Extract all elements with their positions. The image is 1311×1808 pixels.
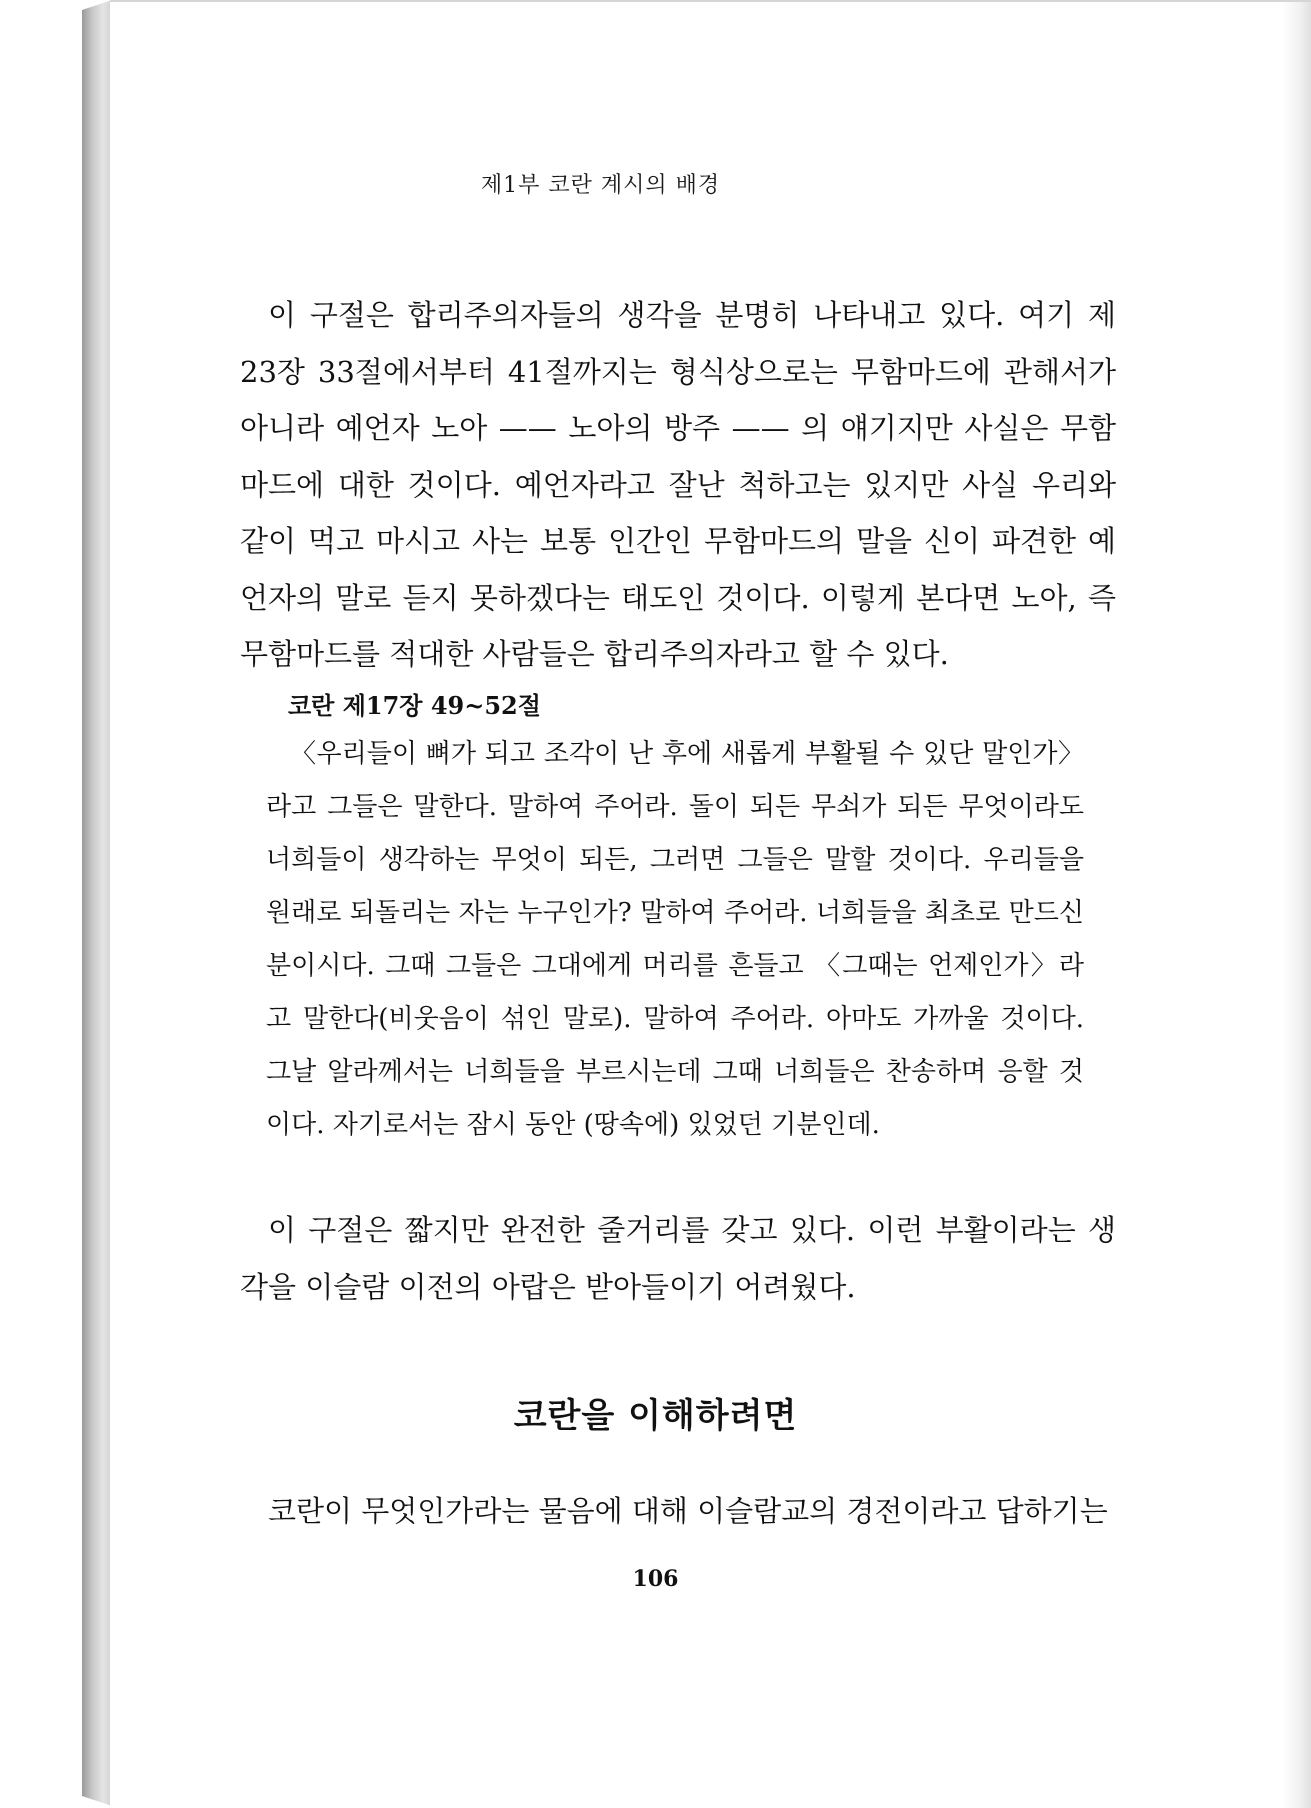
section-heading: 코란을 이해하려면 — [513, 1396, 798, 1436]
book-page-edge — [82, 0, 112, 1806]
quote-text: 〈우리들이 뼈가 되고 조각이 난 후에 새롭게 부활될 수 있단 말인가〉 라고 그들은 말한다. 말하여 주어라. 돌이 되든 무쇠가 되든 무엇이라도 너희들이 생각하는 무엇이 되든, 그러면 그들은 말할 것이다. 우리들을 원래로 되돌리는 자는 누구인가? 말하여 주어라. 너희들을 최초로 만드신 분이시다. 그때 그들은 그대에게 머리를 흔들고 〈그때는 언제인가〉라고 말한다(비웃음이 섞인 말로). 말하여 주어라. 아마도 가까울 것이다. 그날 알라께서는 너희들을 부르시는데 그때 너희들은 찬송하며 응할 것이다. 자기로서는 잠시 동안 (땅속에) 있었던 기분인데. — [266, 739, 1084, 1140]
body-paragraph-3: 코란이 무엇인가라는 물음에 대해 이슬람교의 경전이라고 답하기는 — [268, 1494, 1108, 1528]
page-shadow — [1281, 2, 1311, 1808]
running-head: 제1부 코란 계시의 배경 — [480, 173, 721, 198]
quote-reference: 코란 제17장 49~52절 — [288, 691, 541, 720]
body-paragraph-2: 이 구절은 짧지만 완전한 줄거리를 갖고 있다. 이런 부활이라는 생각을 이슬람 이전의 아랍은 받아들이기 어려웠다. — [240, 1213, 1116, 1304]
page-number: 106 — [632, 1566, 679, 1592]
body-paragraph-1: 이 구절은 합리주의자들의 생각을 분명히 나타내고 있다. 여기 제 23장 33절에서부터 41절까지는 형식상으로는 무함마드에 관해서가 아니라 예언자 노아 —— 노아의 방주 —— 의 얘기지만 사실은 무함마드에 대한 것이다. 예언자라고 잘난 척하고는 있지만 사실 우리와 같이 먹고 마시고 사는 보통 인간인 무함마드의 말을 신이 파견한 예언자의 말로 듣지 못하겠다는 태도인 것이다. 이렇게 본다면 노아, 즉 무함마드를 적대한 사람들은 합리주의자라고 할 수 있다. — [240, 298, 1116, 671]
